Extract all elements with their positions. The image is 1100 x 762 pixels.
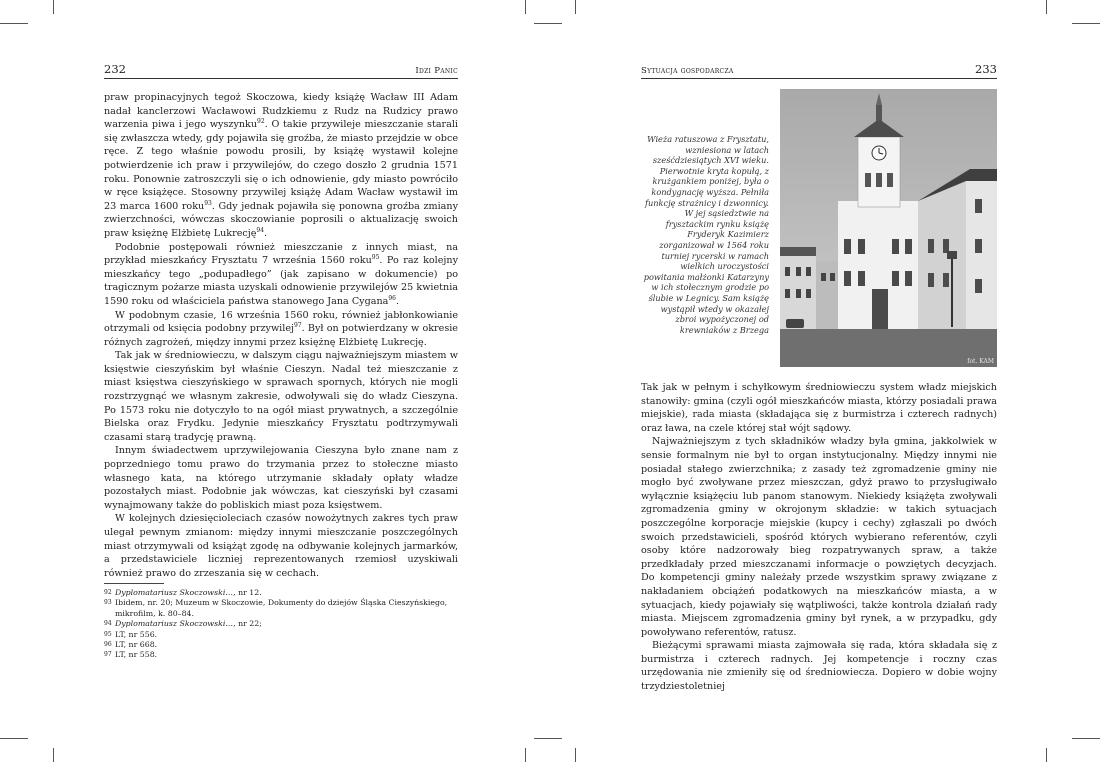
paragraph [641, 639, 997, 693]
footnote [104, 640, 458, 650]
text-segment: . Po raz kolejny mieszkańcy tego „podupadłego” (jak zapisano w dokumencie) po tragicznym pożarze miasta uzyskali odnowienie przywilejów 25 kwietnia 1590 roku od właściciela państwa stanowego Jana Cygana [104, 255, 458, 307]
text-segment: praw propinacyjnych tegoż Skoczowa, kiedy książę Wacław III Adam nadał kanclerzowi Wacławowi Rudzkiemu z Rudz na Rudzicy prawo warzenia piwa i jego wyszynku [104, 92, 458, 131]
paragraph [104, 512, 458, 580]
text-segment: LT, nr 668. [115, 640, 158, 650]
crop-mark [0, 738, 28, 739]
footnote-ref: 94 [256, 226, 265, 234]
paragraph [641, 381, 997, 435]
crop-mark [53, 748, 54, 762]
crop-mark [1046, 0, 1047, 14]
text-segment: Najważniejszym z tych składników władzy była gmina, jakkolwiek w sensie formalnym nie był to organ instytucjonalny. Między innymi nie posiadał stałego zwierzchnika; z zasady też zgromadzenie gminy nie mogło być zwoływane przez mieszczan, gdyż prawo to przysługiwało wyłącznie książęciu lub panom stanowym. Niekiedy książęta zwoływali zgromadzenia gminy w okrojonym składzie: w takich sytuacjach poszczególne korporacje miejskie (kupcy i cechy) zgłaszali po dwóch swoich przedstawicieli, spośród których wybierano referentów, czyli osoby które nadzorowały bieg rozpatrywanych spraw, a także przedkładały przed mieszczanami informacje o powziętych decyzjach. Do kompetencji gminy należały przede wszystkim sprawy związane z nakładaniem obciążeń podatkowych na mieszkańców miasta, a w sytuacjach, kiedy pojawiały się wątpliwości, także kontrola działań rady miasta. Miejscem zgromadzenia gminy był rynek, a w przypadku, gdy powoływano referentów, ratusz. [641, 436, 997, 638]
footnote-number: 92 [104, 589, 112, 596]
photo-caption: Wieża ratuszowa z Frysztatu, wzniesiona w latach sześćdziesiątych XVI wieku. Pierwotnie kryta kopułą, z krużgankiem poniżej, była o kondygnację wyższa. Pełniła funkcję strażnicy i dzwonnicy. W jej sąsiedztwie na frysztackim rynku książę Fryderyk Kazimierz zorganizował w 1564 roku turniej rycerski w ramach wielkich uroczystości powitania małżonki Katarzyny w ich stołecznym grodzie po ślubie w Legnicy. Sam książę wystąpił wtedy w okazałej zbroi wypożyczonej od krewniaków z Brzega [643, 134, 769, 335]
footnote-text [115, 619, 458, 629]
text-segment: W kolejnych dziesięcioleciach czasów nowożytnych zakres tych praw ulegał pewnym zmianom: między innymi mieszczanie poszczególnych miast otrzymywali od książąt zgodę na odbywanie kolejnych jarmarków, a przedstawiciele liczniej reprezentowanych rzemiosł uzyskiwali również prawo do zrzeszania się w cechach. [104, 513, 458, 579]
town-hall-tower-photo [780, 89, 997, 367]
text-segment: Bieżącymi sprawami miasta zajmowała się rada, która składała się z burmistrza i czterech radnych. Jej kompetencje i roczny czas urzędowania nie zmieniły się od średniowiecza. Dopiero w dobie wojny trzydziestoletniej [641, 640, 997, 693]
right-running-head [641, 62, 997, 79]
crop-mark [53, 0, 54, 14]
paragraph [104, 349, 458, 444]
crop-mark [1072, 23, 1100, 24]
text-segment: W podobnym czasie, 16 września 1560 roku, również jabłonkowianie otrzymali od księcia podobny przywilej [104, 309, 458, 335]
text-segment: Tak jak w pełnym i schyłkowym średniowieczu system władz miejskich stanowiły: gmina (czyli ogół mieszkańców miasta, którzy posiadali prawa miejskie), rada miasta (składająca się z burmistrza i czterech radnych) oraz ława, na czele której stał wójt sądowy. [641, 382, 997, 434]
footnote-text [115, 650, 458, 660]
text-segment: . O takie przywileje mieszczanie starali się zwłaszcza wtedy, gdy pojawiła się groźba, że miasto przejdzie w obce ręce. Z tego właśnie powodu prosili, by książę wystawił kolejne potwierdzenie ich praw i przywilejów, do czego doszło 2 grudnia 1571 roku. Ponownie zatroszczyli się o ich odnowienie, gdy miasto powróciło w ręce książęce. Stosowny przywilej książę Adam Wacław wystawił im 23 marca 1600 roku [104, 119, 458, 212]
crop-mark [534, 23, 562, 24]
text-segment: LT, nr 556. [115, 629, 158, 639]
text-segment: Ibidem, nr. 20; Muzeum w Skoczowie, Dokumenty do dziejów Śląska Cieszyńskiego, mikrofilm, k. 80–84. [115, 598, 448, 618]
crop-mark [525, 0, 526, 14]
italic-text: Dyplomatariusz Skoczowski… [115, 588, 234, 597]
running-head-title: Sytuacja gospodarcza [641, 66, 734, 76]
crop-mark [575, 748, 576, 762]
footnotes [104, 588, 458, 661]
page-number: 232 [104, 62, 126, 76]
footnote [104, 588, 458, 598]
text-segment: Innym świadectwem uprzywilejowania Cieszyna było znane nam z poprzedniego tomu prawo do trzymania przez to stołeczne miasto własnego kata, na którego utrzymanie składały opłaty władze pozostałych miast. Podobnie jak wówczas, kat cieszyński był czasami wynajmowany także do pobliskich miast poza księstwem. [104, 445, 458, 511]
text-segment: . [395, 295, 400, 307]
page-number: 233 [975, 62, 997, 76]
footnote [104, 630, 458, 640]
text-segment: . Gdy jednak pojawiła się ponowna groźba zmiany zwierzchności, wówczas skoczowianie poprosili o aktualizację swoich praw księżnę Elżbietę Lukrecję [104, 200, 458, 239]
crop-mark [525, 748, 526, 762]
italic-text: Dyplomatariusz Skoczowski… [115, 619, 234, 629]
paragraph [104, 444, 458, 512]
left-running-head [104, 62, 458, 79]
text-segment: Podobnie postępowali również mieszczanie z innych miast, na przykład mieszkańcy Frysztatu 7 września 1560 roku [104, 241, 458, 267]
paragraph [104, 241, 458, 309]
town-hall-tower-illustration [780, 89, 997, 367]
paragraph [104, 309, 458, 350]
footnote-number: 95 [104, 630, 112, 638]
paragraph [641, 435, 997, 639]
text-segment: LT, nr 558. [115, 650, 158, 660]
text-segment: , nr 12. [233, 588, 262, 597]
running-head-title: Idzi Panic [415, 66, 458, 76]
footnote-rule [104, 583, 164, 584]
crop-mark [0, 23, 28, 24]
footnote-text [115, 640, 458, 650]
crop-mark [575, 0, 576, 14]
paragraph [104, 91, 458, 241]
crop-mark [534, 738, 562, 739]
text-segment: . Był on potwierdzany w okresie różnych zagrożeń, między innymi przez księżnę Elżbietę Lukrecję. [104, 323, 458, 348]
footnote-ref: 93 [204, 199, 212, 207]
left-body-text [104, 91, 458, 580]
footnote-ref: 95 [371, 253, 380, 261]
left-page [104, 62, 458, 660]
text-segment: Tak jak w średniowieczu, w dalszym ciągu najważniejszym miastem w księstwie cieszyńskim był właśnie Cieszyn. Nadal też mieszczanie z miast księstwa cieszyńskiego w sprawach spornych, których nie mogli rozstrzygnąć we własnym zakresie, odwoływali się do władz Cieszyna. Po 1573 roku nie dotyczyło to na ogół miast prywatnych, a szczególnie Bielska oraz Frydku. Jedynie mieszkańcy Frysztatu podtrzymywali czasami starą tradycję prawną. [104, 350, 458, 443]
footnote-number: 94 [104, 620, 112, 628]
footnote [104, 619, 458, 629]
right-body-text [641, 381, 997, 694]
footnote-number: 97 [104, 651, 112, 659]
photo-credit: fot. KAM [967, 358, 994, 365]
footnote-ref: 96 [388, 294, 396, 302]
right-page [641, 62, 997, 693]
footnote [104, 650, 458, 660]
footnote-ref: 97 [293, 321, 302, 329]
footnote [104, 598, 458, 619]
footnote-ref: 92 [257, 118, 265, 125]
text-segment: . [264, 227, 268, 239]
footnote-number: 96 [104, 641, 112, 649]
footnote-number: 93 [104, 599, 112, 607]
footnote-text [115, 630, 458, 640]
crop-mark [1072, 738, 1100, 739]
footnote-text [115, 588, 458, 598]
text-segment: , nr 22; [233, 619, 262, 629]
crop-mark [1046, 748, 1047, 762]
footnote-text [115, 598, 458, 619]
